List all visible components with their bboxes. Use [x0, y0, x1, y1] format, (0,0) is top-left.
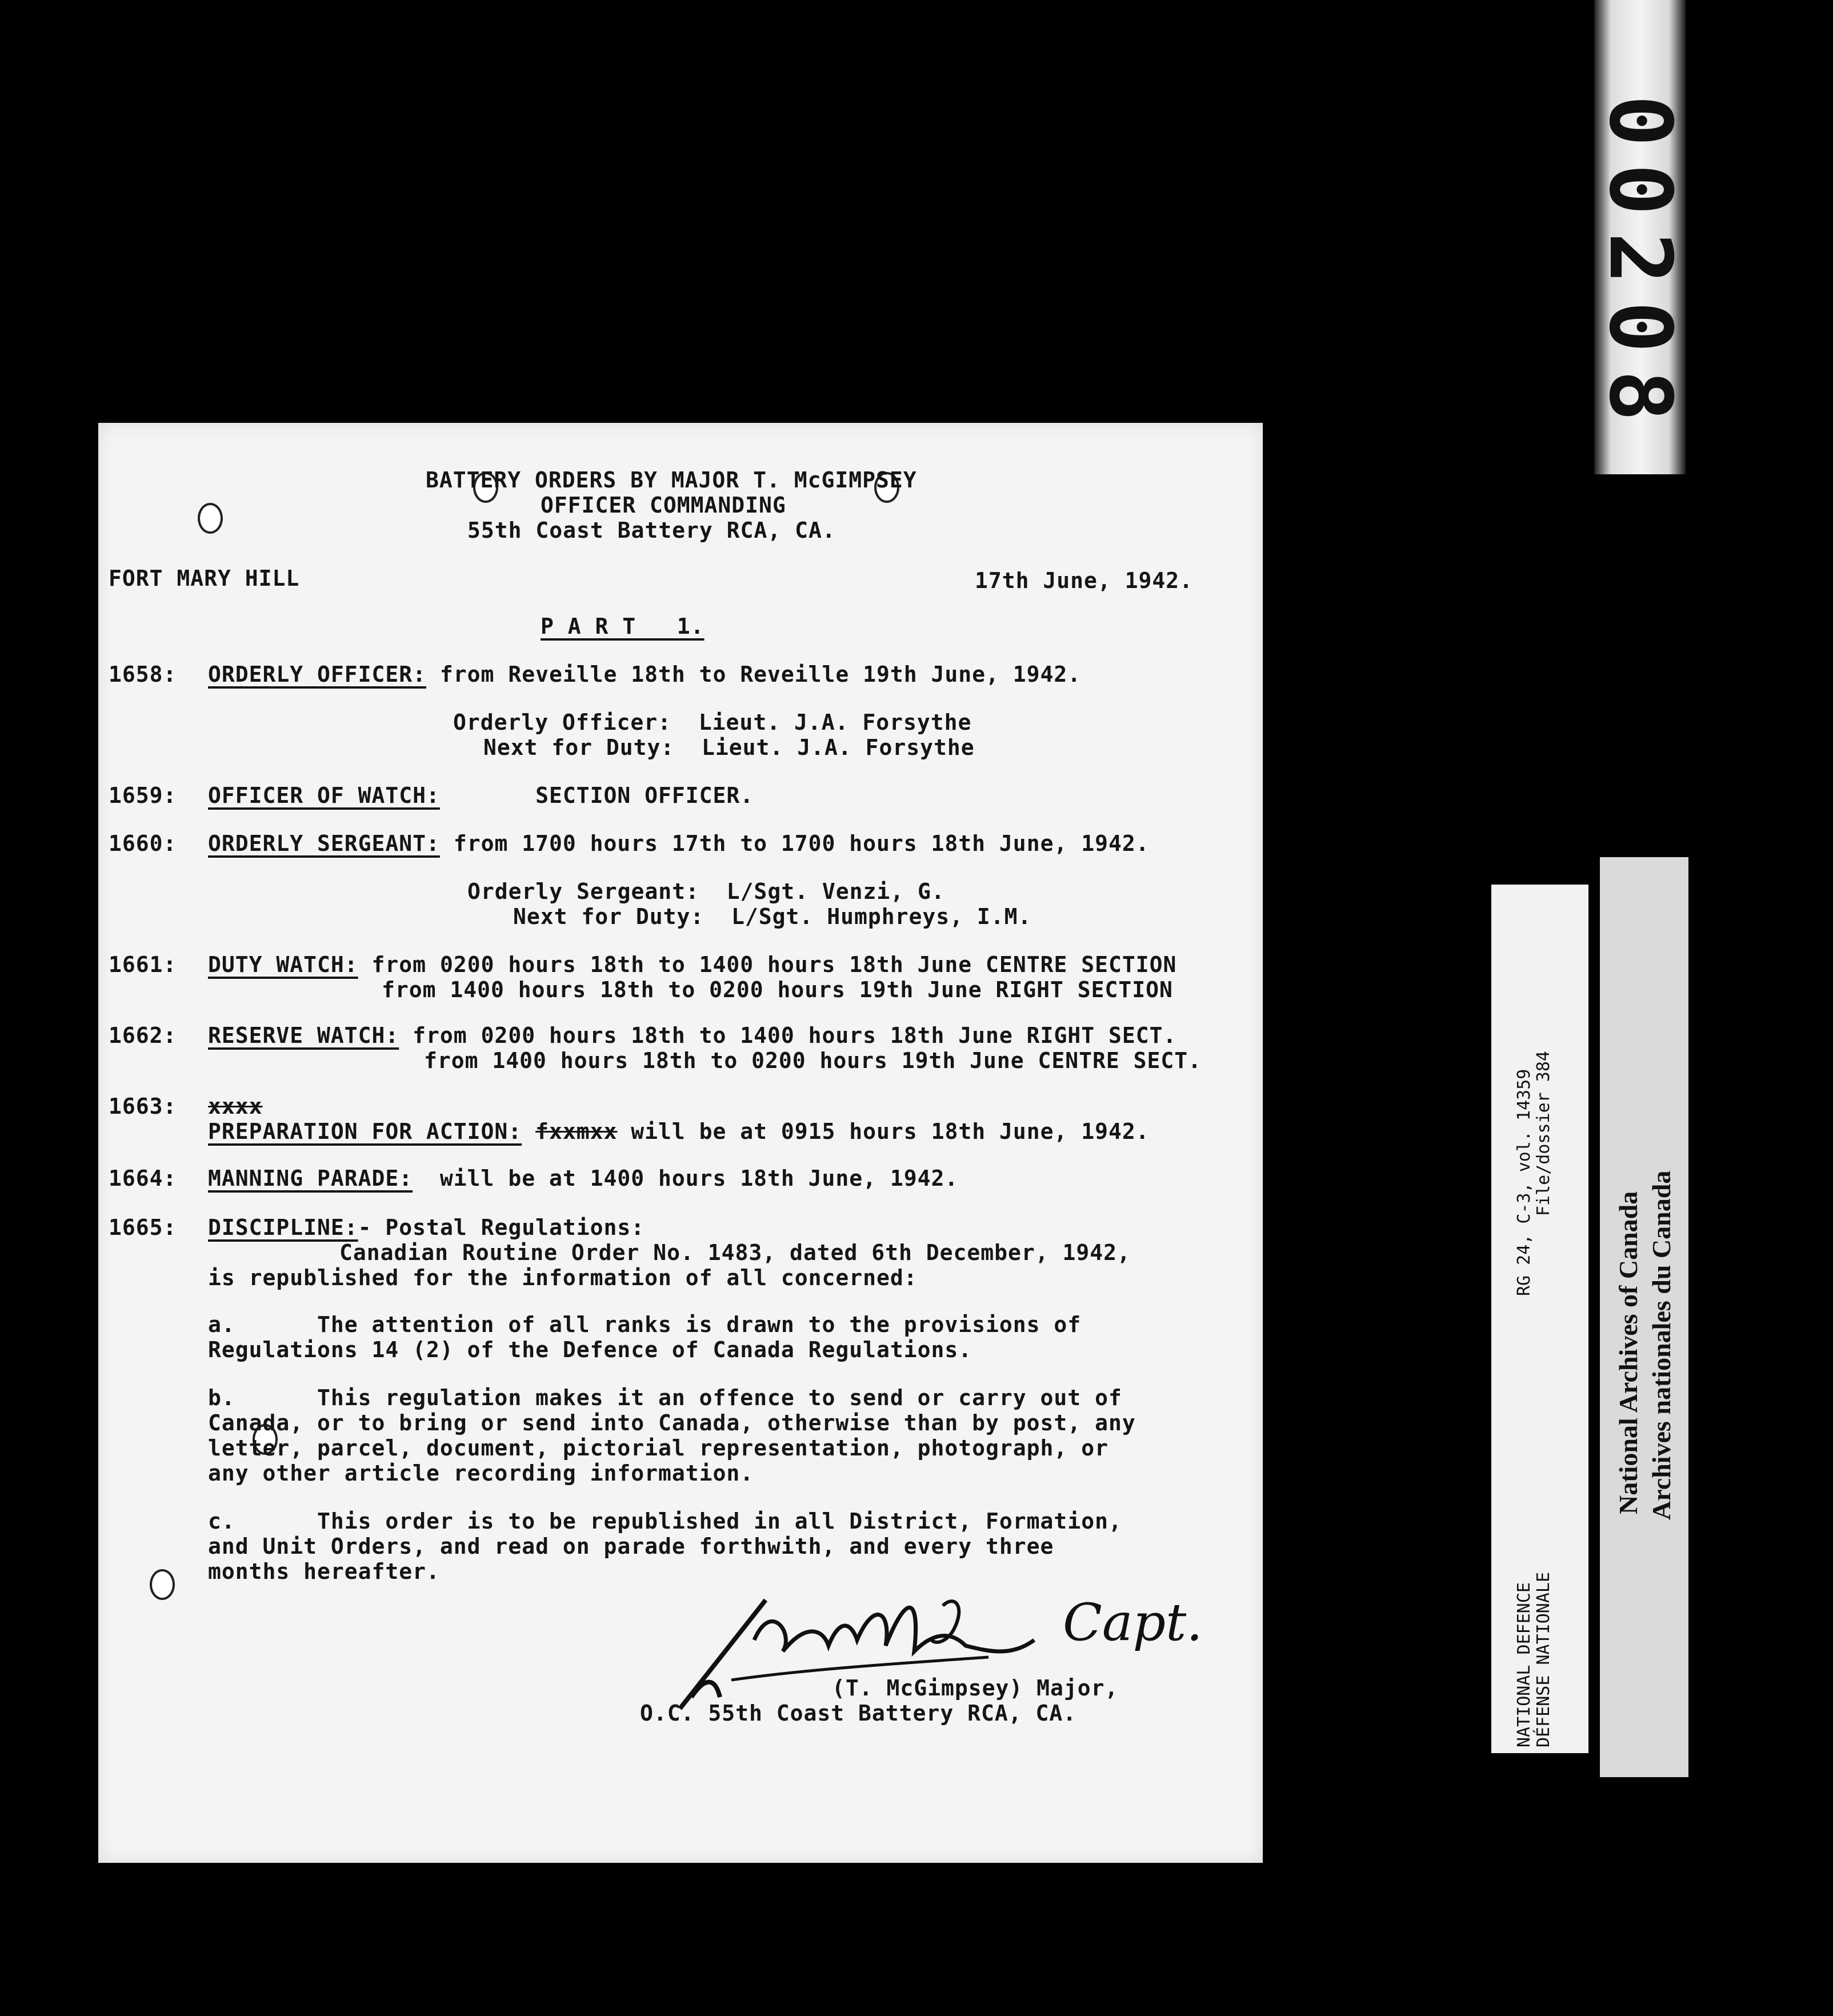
paragraph-line: Regulations 14 (2) of the Defence of Canada Regulations.: [208, 1337, 972, 1362]
header-line-3: 55th Coast Battery RCA, CA.: [467, 518, 836, 543]
order-text: SECTION OFFICER.: [439, 783, 754, 808]
order-line: [208, 1166, 958, 1191]
archive-ref-line: RG 24, C-3, vol. 14359: [1514, 1069, 1534, 1296]
order-title: PREPARATION FOR ACTION:: [208, 1119, 522, 1144]
punch-hole: [198, 503, 223, 534]
order-text: will be at 1400 hours 18th June, 1942.: [413, 1166, 959, 1191]
order-text: will be at 0915 hours 18th June, 1942.: [617, 1119, 1150, 1144]
archive-ref-line: File/dossier 384: [1534, 1051, 1554, 1216]
order-line: [208, 783, 754, 808]
paragraph-line: b. This regulation makes it an offence to send or carry out of: [208, 1385, 1122, 1410]
struck-text: xxxx: [208, 1094, 263, 1119]
order-detail: Next for Duty: L/Sgt. Humphreys, I.M.: [513, 904, 1032, 929]
order-number: 1660:: [109, 831, 177, 856]
order-detail: Next for Duty: Lieut. J.A. Forsythe: [483, 735, 975, 760]
order-text: from Reveille 18th to Reveille 19th June, 1942.: [426, 662, 1082, 687]
order-detail: Orderly Sergeant: L/Sgt. Venzi, G.: [467, 879, 945, 904]
order-number: 1665:: [109, 1215, 177, 1240]
archives-line-fr: Archives nationales du Canada: [1647, 1170, 1676, 1520]
signatory-title: O.C. 55th Coast Battery RCA, CA.: [640, 1701, 1077, 1726]
punch-hole: [150, 1569, 175, 1600]
struck-text: fxxmxx: [535, 1119, 618, 1144]
paragraph-line: any other article recording information.: [208, 1461, 754, 1486]
archives-line-en: National Archives of Canada: [1614, 1191, 1643, 1514]
order-line: [208, 1215, 645, 1240]
order-number: 1658:: [109, 662, 177, 687]
order-text: from 0200 hours 18th to 1400 hours 18th June CENTRE SECTION: [358, 952, 1177, 977]
order-text: from 1700 hours 17th to 1700 hours 18th June, 1942.: [439, 831, 1150, 856]
document-date: 17th June, 1942.: [975, 568, 1194, 593]
location: FORT MARY HILL: [109, 566, 300, 591]
signatory-name: (T. McGimpsey) Major,: [832, 1675, 1119, 1701]
order-title: DISCIPLINE:: [208, 1215, 358, 1240]
order-title: ORDERLY OFFICER:: [208, 662, 427, 687]
frame-number-text: 00208: [1590, 95, 1690, 439]
order-line: [208, 1023, 1176, 1048]
signature-rank: Capt.: [1063, 1593, 1203, 1653]
order-number: 1664:: [109, 1166, 177, 1191]
archive-dept-line: DÉFENSE NATIONALE: [1534, 1571, 1554, 1747]
order-detail: Orderly Officer: Lieut. J.A. Forsythe: [453, 710, 972, 735]
order-line: [208, 662, 1081, 687]
order-text: - Postal Regulations:: [358, 1215, 645, 1240]
order-number: 1661:: [109, 952, 177, 977]
order-line: [208, 952, 1176, 977]
national-archives-stamp: [1600, 857, 1688, 1777]
paragraph-line: months hereafter.: [208, 1559, 440, 1584]
paragraph-line: Canada, or to bring or send into Canada, otherwise than by post, any: [208, 1410, 1136, 1435]
order-line-2: from 1400 hours 18th to 0200 hours 19th June RIGHT SECTION: [382, 977, 1173, 1002]
paragraph-line: is republished for the information of all concerned:: [208, 1265, 918, 1290]
archive-reference-label: [1491, 885, 1588, 1753]
paragraph-line: a. The attention of all ranks is drawn to the provisions of: [208, 1312, 1082, 1337]
order-title: MANNING PARADE:: [208, 1166, 413, 1191]
paragraph-line: letter, parcel, document, pictorial representation, photograph, or: [208, 1435, 1108, 1461]
order-title: ORDERLY SERGEANT:: [208, 831, 440, 856]
order-line: [208, 1119, 1150, 1144]
order-line-2: from 1400 hours 18th to 0200 hours 19th June CENTRE SECT.: [424, 1048, 1202, 1073]
header-line-1: BATTERY ORDERS BY MAJOR T. McGIMPSEY: [426, 467, 917, 493]
order-number: 1663:: [109, 1094, 177, 1119]
order-title: DUTY WATCH:: [208, 952, 358, 977]
archive-dept-line: NATIONAL DEFENCE: [1514, 1582, 1534, 1747]
microfilm-frame-number: [1590, 0, 1690, 474]
order-number: 1662:: [109, 1023, 177, 1048]
order-text: from 0200 hours 18th to 1400 hours 18th June RIGHT SECT.: [399, 1023, 1177, 1048]
order-number: 1659:: [109, 783, 177, 808]
paragraph-line: and Unit Orders, and read on parade forthwith, and every three: [208, 1534, 1054, 1559]
paragraph-line: Canadian Routine Order No. 1483, dated 6th December, 1942,: [339, 1240, 1131, 1265]
part-heading: P A R T 1.: [541, 614, 705, 639]
header-line-2: OFFICER COMMANDING: [541, 493, 786, 518]
order-title: RESERVE WATCH:: [208, 1023, 399, 1048]
paragraph-line: c. This order is to be republished in all District, Formation,: [208, 1509, 1122, 1534]
order-title: OFFICER OF WATCH:: [208, 783, 440, 808]
order-line: [208, 831, 1150, 856]
